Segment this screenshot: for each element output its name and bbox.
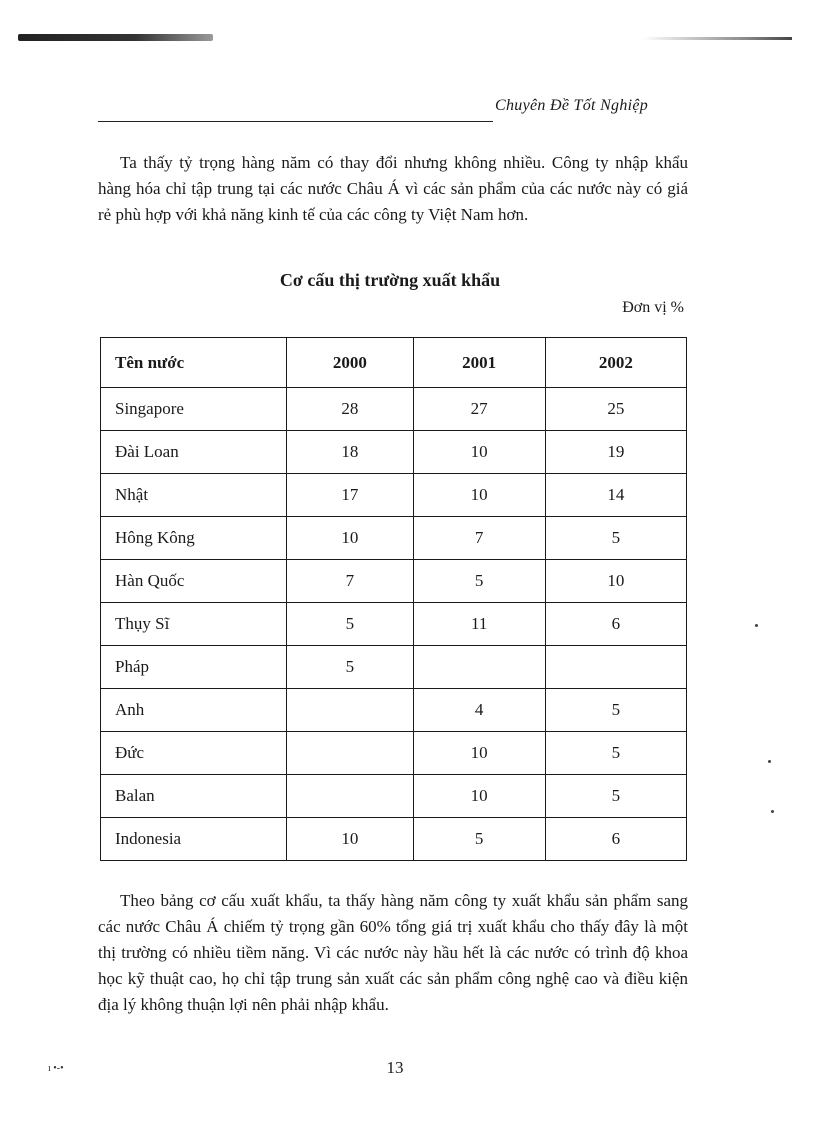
table-row xyxy=(101,732,687,775)
value-cell-2001: 5 xyxy=(413,560,545,603)
table-row xyxy=(101,388,687,431)
value-cell-2000 xyxy=(287,732,413,775)
value-cell-2002: 5 xyxy=(545,517,686,560)
header-cell-country: Tên nước xyxy=(101,338,287,388)
margin-mark: ı •-• xyxy=(48,1063,64,1074)
value-cell-2002: 14 xyxy=(545,474,686,517)
value-cell-2000 xyxy=(287,689,413,732)
country-cell: Indonesia xyxy=(101,818,287,861)
table-header-row xyxy=(101,338,687,388)
value-cell-2002: 5 xyxy=(545,689,686,732)
value-cell-2002: 5 xyxy=(545,732,686,775)
table-row xyxy=(101,474,687,517)
scan-artifact-bar xyxy=(18,34,213,41)
value-cell-2001: 10 xyxy=(413,775,545,818)
table-row xyxy=(101,818,687,861)
value-cell-2001: 10 xyxy=(413,474,545,517)
value-cell-2001: 5 xyxy=(413,818,545,861)
table-title: Cơ cấu thị trường xuất khẩu xyxy=(279,270,501,290)
value-cell-2001: 11 xyxy=(413,603,545,646)
country-cell: Hông Kông xyxy=(101,517,287,560)
value-cell-2000: 18 xyxy=(287,431,413,474)
value-cell-2001 xyxy=(413,646,545,689)
value-cell-2002: 19 xyxy=(545,431,686,474)
table-row xyxy=(101,560,687,603)
value-cell-2002: 10 xyxy=(545,560,686,603)
value-cell-2002: 6 xyxy=(545,818,686,861)
value-cell-2000: 28 xyxy=(287,388,413,431)
country-cell: Singapore xyxy=(101,388,287,431)
scan-speck xyxy=(755,624,758,627)
value-cell-2001: 7 xyxy=(413,517,545,560)
country-cell: Hàn Quốc xyxy=(101,560,287,603)
market-structure-table xyxy=(100,337,687,861)
table-row xyxy=(101,431,687,474)
value-cell-2000: 7 xyxy=(287,560,413,603)
header-rule xyxy=(98,121,493,122)
table-row xyxy=(101,646,687,689)
header-cell-2002: 2002 xyxy=(545,338,686,388)
page-number: 13 xyxy=(386,1058,404,1077)
country-cell: Nhật xyxy=(101,474,287,517)
header-cell-2000: 2000 xyxy=(287,338,413,388)
value-cell-2002: 25 xyxy=(545,388,686,431)
value-cell-2000: 10 xyxy=(287,818,413,861)
scan-artifact-bar-right xyxy=(642,37,792,40)
country-cell: Pháp xyxy=(101,646,287,689)
value-cell-2002: 6 xyxy=(545,603,686,646)
header-cell-2001: 2001 xyxy=(413,338,545,388)
value-cell-2001: 27 xyxy=(413,388,545,431)
value-cell-2001: 10 xyxy=(413,732,545,775)
table-row xyxy=(101,689,687,732)
country-cell: Anh xyxy=(101,689,287,732)
header-title: Chuyên Đề Tốt Nghiệp xyxy=(495,97,649,114)
value-cell-2001: 10 xyxy=(413,431,545,474)
scan-speck xyxy=(768,760,771,763)
value-cell-2002: 5 xyxy=(545,775,686,818)
value-cell-2001: 4 xyxy=(413,689,545,732)
country-cell: Đài Loan xyxy=(101,431,287,474)
value-cell-2000: 5 xyxy=(287,646,413,689)
table-unit: Đơn vị % xyxy=(622,299,684,316)
value-cell-2000 xyxy=(287,775,413,818)
country-cell: Balan xyxy=(101,775,287,818)
table-row xyxy=(101,775,687,818)
scan-speck xyxy=(771,810,774,813)
value-cell-2000: 10 xyxy=(287,517,413,560)
table-row xyxy=(101,517,687,560)
value-cell-2000: 5 xyxy=(287,603,413,646)
closing-paragraph: Theo bảng cơ cấu xuất khẩu, ta thấy hàng năm công ty xuất khẩu sản phẩm sang các nước Châu Á chiếm tỷ trọng gần 60% tổng giá trị xuất khẩu cho thấy đây là một thị trường có nhiều tiềm năng. Vì các nước này hầu hết là các nước có trình độ khoa học kỹ thuật cao, họ chỉ tập trung sản xuất các sản phẩm công nghệ cao và điều kiện địa lý không thuận lợi nên phải nhập khẩu. xyxy=(98,891,688,1014)
table-row xyxy=(101,603,687,646)
value-cell-2002 xyxy=(545,646,686,689)
value-cell-2000: 17 xyxy=(287,474,413,517)
country-cell: Thụy Sĩ xyxy=(101,603,287,646)
country-cell: Đức xyxy=(101,732,287,775)
intro-paragraph: Ta thấy tỷ trọng hàng năm có thay đổi nhưng không nhiều. Công ty nhập khẩu hàng hóa chỉ tập trung tại các nước Châu Á vì các sản phẩm của các nước này có giá rẻ phù hợp với khả năng kinh tế của các công ty Việt Nam hơn. xyxy=(98,153,688,224)
